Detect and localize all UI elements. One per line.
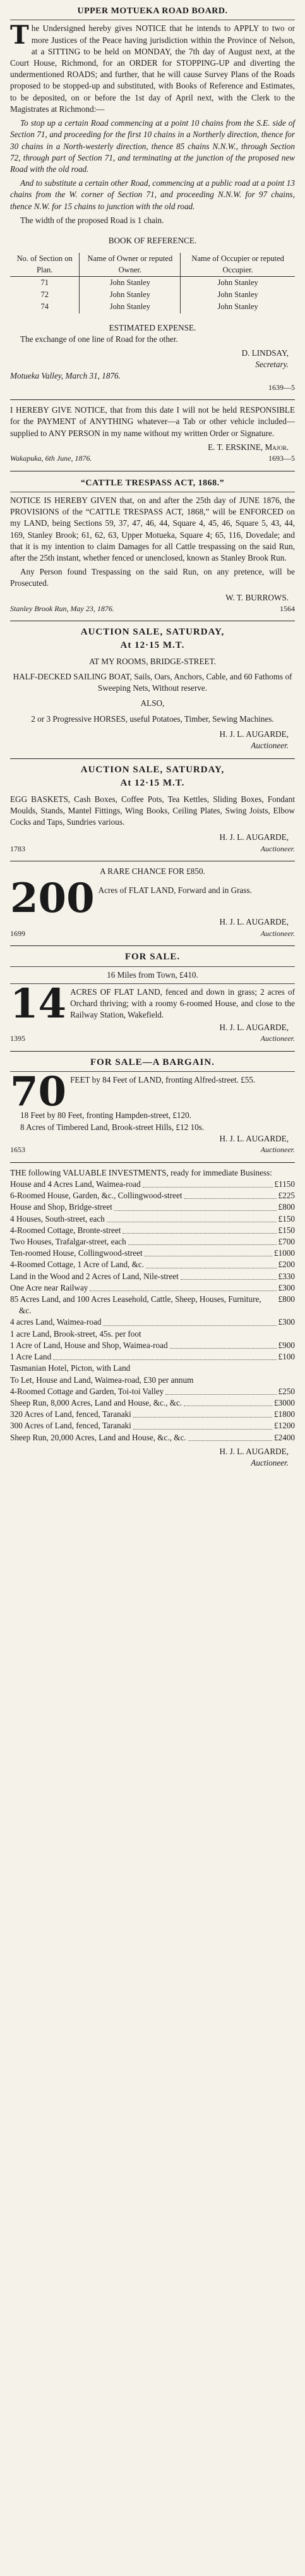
leader-dots xyxy=(133,1409,272,1418)
ad4-also: ALSO, xyxy=(140,698,165,708)
ad5-footer xyxy=(10,844,295,854)
list-item-price: £3000 xyxy=(274,1398,295,1408)
ad4-signer-role: Auctioneer. xyxy=(251,741,289,751)
ad8-line3: 8 Acres of Timbered Land, Brook-street Hills, £12 10s. xyxy=(20,1122,205,1132)
list-item-label: Tasmanian Hotel, Picton, with Land xyxy=(10,1363,131,1373)
list-item xyxy=(10,1328,295,1340)
ad5-title: AUCTION SALE, SATURDAY, xyxy=(80,765,225,775)
list-item-label: One Acre near Railway xyxy=(10,1282,88,1292)
list-item xyxy=(10,1213,295,1225)
leader-dots xyxy=(146,1259,277,1268)
col-header: No. of Section on Plan. xyxy=(10,253,80,276)
leader-dots xyxy=(170,1340,277,1349)
list-item xyxy=(10,1179,295,1190)
ad-for-sale xyxy=(10,949,295,1048)
expense-title: ESTIMATED EXPENSE. xyxy=(109,322,196,332)
leader-dots xyxy=(90,1282,276,1291)
ad4-time: At 12·15 M.T. xyxy=(120,640,185,651)
list-item xyxy=(10,1225,295,1236)
ad-auction-boat xyxy=(10,624,295,755)
ad4-lot2: 2 or 3 Progressive HORSES, useful Potatoes, Timber, Sewing Machines. xyxy=(31,714,274,724)
ad-investments xyxy=(10,1166,295,1473)
list-item-price: £200 xyxy=(278,1260,295,1270)
ad6-signer: H. J. L. AUGARDE, xyxy=(219,917,289,927)
ad8-line1: FEET by 84 Feet of LAND, fronting Alfred-street. £55. xyxy=(70,1075,256,1085)
list-item-label: House and Shop, Bridge-street xyxy=(10,1202,112,1212)
list-item-label: 4-Roomed Cottage and Garden, Toi-toi Valley xyxy=(10,1386,164,1396)
list-item-price: £150 xyxy=(278,1213,295,1224)
leader-dots xyxy=(103,1316,276,1325)
ad-road-board xyxy=(10,3,295,396)
ad1-intro: The Undersigned hereby gives NOTICE that he intends to APPLY to two or more Justices of the Peace having jurisdiction within the Province of Nelson, at a SITTING to be held on MONDAY, the 7th day of August next, at the Court House, Richmond, for an ORDER for STOPPING-UP and diverting the undermentioned ROADS; and further, that he will cause Survey Plans of the Roads proposed to be stopped-up and substituted, with Books of Reference and Estimates, to be deposited, on or before the 1st day of April next, with the Clerk to the Magistrates at Richmond:— xyxy=(10,20,295,114)
ad-cattle-trespass xyxy=(10,475,295,618)
book-title: BOOK OF REFERENCE. xyxy=(108,236,197,246)
list-item xyxy=(10,1397,295,1409)
list-item-label: 85 Acres Land, and 100 Acres Leasehold, Cattle, Sheep, Houses, Furniture, &c. xyxy=(10,1294,261,1316)
ad5-signer: H. J. L. AUGARDE, xyxy=(219,832,289,842)
list-item-label: 1 Acre of Land, House and Shop, Waimea-road xyxy=(10,1340,168,1350)
table-row: 71 John Stanley John Stanley xyxy=(10,276,295,289)
ad6-text: Acres of FLAT LAND, Forward and in Grass. xyxy=(98,885,252,896)
expense-text: The exchange of one line of Road for the other. xyxy=(20,334,178,344)
list-item-price: £300 xyxy=(278,1317,295,1327)
ad1-place-date: Motueka Valley, March 31, 1876. xyxy=(10,371,121,381)
ad3-ref: 1564 xyxy=(280,604,295,613)
newspaper-column xyxy=(10,0,295,1473)
ad8-line2: 18 Feet by 80 Feet, fronting Hampden-street, £120. xyxy=(20,1110,192,1121)
ad2-signer: E. T. ERSKINE, Major. xyxy=(208,442,289,452)
list-item xyxy=(10,1340,295,1351)
list-item-price: £800 xyxy=(278,1294,295,1304)
ad8-number: 70 xyxy=(10,1074,67,1110)
list-item-label: 4-Roomed Cottage, Bronte-street xyxy=(10,1225,121,1235)
ad4-title: AUCTION SALE, SATURDAY, xyxy=(80,627,225,638)
ad7-number: 14 xyxy=(10,986,67,1022)
ad4-lot1: HALF-DECKED SAILING BOAT, Sails, Oars, Anchors, Cable, and 60 Fathoms of Sweeping Nets, Without reserve. xyxy=(13,671,292,693)
ad-auction-baskets xyxy=(10,762,295,858)
ad5-time: At 12·15 M.T. xyxy=(120,777,185,788)
leader-dots xyxy=(145,1248,272,1256)
list-item-price: £1000 xyxy=(274,1248,295,1258)
ad7-signer: H. J. L. AUGARDE, xyxy=(219,1022,289,1032)
leader-dots xyxy=(184,1397,272,1406)
leader-dots xyxy=(188,1432,272,1441)
ad5-text: EGG BASKETS, Cash Boxes, Coffee Pots, Tea Kettles, Sliding Boxes, Fondant Moulds, Stands, Mantel Fittings, Wing Books, Ceiling Plates, Swing Joists, Elbow Cocks and Taps, Sundries various. xyxy=(10,794,295,827)
ad8-signer-role: Auctioneer. xyxy=(260,1145,295,1155)
divider xyxy=(10,758,295,759)
ad9-signer: H. J. L. AUGARDE, xyxy=(219,1446,289,1456)
leader-dots xyxy=(53,1351,276,1360)
leader-dots xyxy=(123,1225,276,1234)
ad7-ref: 1395 xyxy=(10,1034,25,1043)
divider xyxy=(10,399,295,400)
ad6-footer xyxy=(10,928,295,939)
ad1-width: The width of the proposed Road is 1 chain. xyxy=(20,215,164,225)
ad6-number: 200 xyxy=(10,881,95,917)
list-item-label: Sheep Run, 8,000 Acres, Land and House, &c., &c. xyxy=(10,1398,182,1408)
ad8-footer xyxy=(10,1145,295,1155)
list-item-price: £150 xyxy=(278,1225,295,1235)
ad7-footer xyxy=(10,1033,295,1044)
list-item-label: Ten-roomed House, Collingwood-street xyxy=(10,1248,143,1258)
ad6-ref: 1699 xyxy=(10,928,25,938)
list-item-label: 4 acres Land, Waimea-road xyxy=(10,1317,102,1327)
list-item-label: Sheep Run, 20,000 Acres, Land and House, &c., &c. xyxy=(10,1432,186,1442)
ad8-title: FOR SALE—A BARGAIN. xyxy=(90,1057,215,1067)
ad1-stop: To stop up a certain Road commencing at a point 10 chains from the S.E. side of Section 71, and proceeding for the first 10 chains in a Northerly direction, thence for 30 chains in a North-westerly direction, thence 85 chains N.N.W., through Section 72, through part of Section 71, and terminating at the junction of the proposed new Road with the old road. xyxy=(10,118,295,174)
list-item xyxy=(10,1236,295,1248)
list-item-price: £330 xyxy=(278,1271,295,1281)
list-item xyxy=(10,1432,295,1443)
reference-table xyxy=(10,253,295,313)
leader-dots xyxy=(184,1190,277,1199)
ad5-signer-role: Auctioneer. xyxy=(260,844,295,853)
list-item-label: 1 Acre Land xyxy=(10,1352,52,1362)
ad1-sub: And to substitute a certain other Road, commencing at a public road at a point 13 chains from the W. corner of Section 71, and proceeding N.N.W. for 97 chains, thence N.W. for 15 chains to junction with the old road. xyxy=(10,178,295,211)
list-item xyxy=(10,1420,295,1431)
leader-dots xyxy=(181,1271,277,1280)
list-item xyxy=(10,1351,295,1363)
divider xyxy=(10,945,295,946)
ad2-ref: 1693—5 xyxy=(268,454,295,463)
divider xyxy=(10,1051,295,1052)
list-item xyxy=(10,1271,295,1282)
ad6-title: A RARE CHANCE FOR £850. xyxy=(100,866,205,877)
ad1-title: UPPER MOTUEKA ROAD BOARD. xyxy=(77,6,228,16)
list-item xyxy=(10,1363,295,1374)
divider xyxy=(10,983,295,984)
table-row: 72 John Stanley John Stanley xyxy=(10,289,295,301)
list-item-price: £225 xyxy=(278,1191,295,1201)
col-header: Name of Occupier or reputed Occupier. xyxy=(181,253,295,276)
ad3-place-date: Stanley Brook Run, May 23, 1876. xyxy=(10,604,114,613)
ad7-subtitle: 16 Miles from Town, £410. xyxy=(107,969,198,980)
ad3-text: NOTICE IS HEREBY GIVEN that, on and after the 25th day of JUNE 1876, the PROVISIONS of the “CATTLE TRESPASS ACT, 1868,” will be ENFORCED on my LAND, being Sections 59, 37, 47, 46, 44, Square 4, 45, 46, Square 5, 43, 44, 169, Stanley Brook; 61, 62, 63, Upper Motueka, Square 4; 65, 116, Dovedale; and that it is my intention to claim Damages for all Cattle trespassing on the said Run, after the 25th instant, whether fenced or unenclosed, known as Stanley Brook Run. xyxy=(10,495,295,562)
ad1-signer: D. LINDSAY, xyxy=(241,348,289,358)
leader-dots xyxy=(165,1386,276,1395)
list-item-label: Two Houses, Trafalgar-street, each xyxy=(10,1236,126,1246)
ad1-ref: 1639—5 xyxy=(268,382,295,392)
ad8-body xyxy=(10,1074,295,1110)
ad2-text: I HEREBY GIVE NOTICE, that from this date I will not be held RESPONSIBLE for the PAYMENT of ANYTHING whatever—a Tab or other vehicle included—supplied to ANY PERSON in my name without my written Order or Signature. xyxy=(10,405,295,438)
ad8-signer: H. J. L. AUGARDE, xyxy=(219,1133,289,1143)
list-item xyxy=(10,1316,295,1328)
list-item-price: £1200 xyxy=(274,1421,295,1431)
ad7-signer-role: Auctioneer. xyxy=(260,1034,295,1043)
ad-rare-chance xyxy=(10,865,295,942)
list-item-label: 6-Roomed House, Garden, &c., Collingwood-street xyxy=(10,1191,182,1201)
ad3-text2: Any Person found Trespassing on the said Run, on any pretence, will be Prosecuted. xyxy=(10,567,295,588)
list-item-label: House and 4 Acres Land, Waimea-road xyxy=(10,1179,141,1189)
ad3-signer: W. T. BURROWS. xyxy=(225,592,289,602)
ad2-place-date: Wakapuka, 6th June, 1876. xyxy=(10,454,92,463)
ad1-signer-role: Secretary. xyxy=(255,360,289,370)
ad4-signer: H. J. L. AUGARDE, xyxy=(219,729,289,739)
ad7-text: ACRES OF FLAT LAND, fenced and down in grass; 2 acres of Orchard thriving; with a roomy 6-roomed House, and close to the Railway Station, Wakefield. xyxy=(70,987,295,1020)
drop-cap: T xyxy=(10,20,29,51)
ad9-intro: THE following VALUABLE INVESTMENTS, ready for immediate Business: xyxy=(10,1167,272,1177)
list-item xyxy=(10,1248,295,1259)
leader-dots xyxy=(143,1179,273,1188)
ad2-footer xyxy=(10,453,295,464)
list-item-label: Land in the Wood and 2 Acres of Land, Nile-street xyxy=(10,1271,179,1281)
divider xyxy=(10,1162,295,1163)
list-item-price: £1150 xyxy=(274,1179,295,1189)
list-item-label: 4 Houses, South-street, each xyxy=(10,1213,105,1224)
list-item-label: 320 Acres of Land, fenced, Taranaki xyxy=(10,1409,131,1419)
list-item xyxy=(10,1259,295,1270)
ad4-place: AT MY ROOMS, BRIDGE-STREET. xyxy=(89,656,216,666)
ad3-footer xyxy=(10,604,295,614)
list-item-label: To Let, House and Land, Waimea-road, £30 per annum xyxy=(10,1375,194,1385)
ad7-title: FOR SALE. xyxy=(124,952,181,963)
list-item-price: £900 xyxy=(278,1340,295,1350)
leader-dots xyxy=(133,1420,272,1429)
list-item-price: £300 xyxy=(278,1282,295,1292)
divider xyxy=(10,1071,295,1072)
ad9-signer-role: Auctioneer. xyxy=(251,1458,289,1468)
leader-dots xyxy=(107,1213,277,1222)
ad8-ref: 1653 xyxy=(10,1145,25,1155)
list-item xyxy=(10,1386,295,1397)
list-item xyxy=(10,1409,295,1420)
table-header-row xyxy=(10,253,295,276)
list-item xyxy=(10,1375,295,1386)
leader-dots xyxy=(128,1236,277,1245)
list-item-label: 300 Acres of Land, fenced, Taranaki xyxy=(10,1421,131,1431)
list-item-price: £2400 xyxy=(274,1432,295,1442)
ad7-body xyxy=(10,987,295,1022)
list-item-label: 1 acre Land, Brook-street, 45s. per foot xyxy=(10,1328,141,1339)
list-item-label: 4-Roomed Cottage, 1 Acre of Land, &c. xyxy=(10,1260,145,1270)
list-item-price: £100 xyxy=(278,1352,295,1362)
list-item-price: £800 xyxy=(278,1202,295,1212)
ad5-ref: 1783 xyxy=(10,844,25,853)
ad3-title: “CATTLE TRESPASS ACT, 1868.” xyxy=(80,478,225,488)
list-item-price: £250 xyxy=(278,1386,295,1396)
list-item-price: £700 xyxy=(278,1236,295,1246)
list-item xyxy=(10,1282,295,1294)
investment-list xyxy=(10,1179,295,1443)
list-item xyxy=(10,1190,295,1201)
table-row: 74 John Stanley John Stanley xyxy=(10,301,295,313)
list-item-price: £1800 xyxy=(274,1409,295,1419)
list-item xyxy=(10,1294,295,1316)
ad6-body xyxy=(10,881,295,916)
divider xyxy=(10,966,295,967)
ad-notice-responsibility xyxy=(10,403,295,467)
leader-dots xyxy=(114,1201,277,1210)
ad6-signer-role: Auctioneer. xyxy=(260,928,295,938)
ad-bargain xyxy=(10,1055,295,1159)
list-item xyxy=(10,1201,295,1213)
col-header: Name of Owner or reputed Owner. xyxy=(80,253,181,276)
